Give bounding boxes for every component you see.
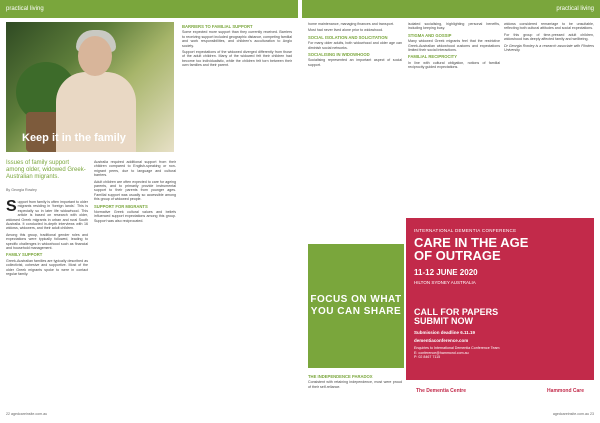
col2-paragraph-2: Adult children are often expected to care for ageing parents, and to primarily provide instrumental support to their parents from younger ages. Familial support was usually so accessible among this group of widowed people. <box>94 179 176 202</box>
ad-website-link[interactable]: dementiaconference.com <box>414 338 469 343</box>
hero-photo <box>6 22 174 152</box>
col2-paragraph-1: Australia required additional support from their children compared to English-speaking or non-migrant peers, due to language and cultural barriers. <box>94 160 176 178</box>
footer-right: agedcareinsite.com.au 23 <box>552 412 594 416</box>
col5-paragraph-2: Many widowed Greek migrants feel that the restrictive Greek-Australian widowhood customs and expectations limited their social interactions. <box>408 39 500 53</box>
page-gutter <box>298 0 302 423</box>
col4-paragraph-6: Consistent with retaining independence, most were proud of their self-reliance. <box>308 380 402 389</box>
hammond-care-logo: Hammond Care <box>547 388 584 394</box>
section-header-right <box>302 0 600 18</box>
column-2 <box>94 160 176 223</box>
ad-contact-line-1: Enquiries to International Dementia Conference Team <box>414 346 500 350</box>
col5-paragraph-1: isolated socialising, highlighting personal benefits, including keeping busy. <box>408 22 500 31</box>
col3-paragraph-2: Support expectations of the widowed diverged differently from those of the adult children. Many of the widowed felt their children had become too individualistic, while the children felt torn between their own families and their parent. <box>182 50 292 68</box>
heading-socialising: SOCIALISING IN WIDOWHOOD <box>308 52 370 58</box>
ad-call-for-papers[interactable] <box>414 308 498 326</box>
ad-contact <box>414 346 499 360</box>
col4-paragraph-3: For many older adults, both widowhood and older age can diminish social networks. <box>308 41 402 50</box>
photo-face <box>78 36 112 76</box>
ad-dates: 11-12 JUNE 2020 <box>414 268 478 277</box>
ad-venue: HILTON SYDNEY AUSTRALIA <box>414 280 476 285</box>
article-title: Keep it in the family <box>22 132 126 144</box>
col2-paragraph-3: Normative Greek cultural values and beliefs influenced support expectations among this group. Support was also reciprocated. <box>94 210 176 223</box>
col1-paragraph-2: Among this group, traditional gender roles and expectations were typically followed, leading to specific challenges in widowhood such as financial and household management. <box>6 232 88 251</box>
section-label-left: practical living <box>6 6 44 12</box>
ad-contact-email[interactable]: E: conference@hammond.com.au <box>414 350 469 355</box>
col6-paragraph-1: widows considered remarriage to be unsuitable, reflecting both cultural attitudes and social expectations. <box>504 22 594 31</box>
ad-cfp-line-1: CALL FOR PAPERS <box>414 307 499 317</box>
ad-logos <box>406 380 594 408</box>
intro-paragraph: upport from family is often important to older migrants residing in 'foreign lands'. This is especially so in later life widowhood. This article is based on research with older, widowed Greek migrants in urban and rural South Australia. It conducted in-depth interviews with 16 widows, widowers, and their adult children. <box>6 200 88 231</box>
column-1 <box>6 200 88 277</box>
ad-headline-line-1: CARE IN THE AGE <box>414 235 529 250</box>
standfirst: Issues of family support among older, widowed Greek-Australian migrants. <box>6 160 86 180</box>
col4-paragraph-2: Most had never lived alone prior to widowhood. <box>308 28 384 33</box>
ad-headline <box>414 236 528 262</box>
ad-deadline: Submission deadline 6.11.19 <box>414 330 476 335</box>
byline: By Georgia Rowley <box>6 188 37 192</box>
pull-quote-box <box>308 244 404 368</box>
column-4-lower <box>308 372 402 389</box>
heading-social-isolation: SOCIAL ISOLATION AND SOLICITATION <box>308 34 388 40</box>
ad-headline-line-2: OF OUTRAGE <box>414 248 501 263</box>
heading-stigma: STIGMA AND GOSSIP <box>408 32 452 38</box>
column-5 <box>408 22 500 70</box>
col3-paragraph-1: Some expected more support than they currently received. Barriers to receiving support included geographic distance, competing familial and work responsibilities, and children's acculturation to Anglo society. <box>182 30 292 48</box>
ad-label: INTERNATIONAL DEMENTIA CONFERENCE <box>414 228 517 233</box>
section-header-left <box>0 0 298 18</box>
heading-family-support: FAMILY SUPPORT <box>6 252 43 258</box>
ad-cfp-line-2: SUBMIT NOW <box>414 316 473 326</box>
heading-familial-reciprocity: FAMILIAL RECIPROCITY <box>408 54 458 60</box>
section-label-right: practical living <box>556 6 594 12</box>
heading-independence: THE INDEPENDENCE PARADOX <box>308 374 373 379</box>
pull-quote: FOCUS ON WHAT YOU CAN SHARE <box>310 294 402 317</box>
author-bio: Dr Georgia Rowley is a research associate with Flinders University. <box>504 43 594 53</box>
footer-left: 22 agedcareinsite.com.au <box>6 412 48 416</box>
heading-barriers: BARRIERS TO FAMILIAL SUPPORT <box>182 24 253 29</box>
conference-ad[interactable] <box>406 218 594 408</box>
column-6 <box>504 22 594 52</box>
col4-paragraph-4: Socialising represented an important aspect of social support. <box>308 58 402 67</box>
ad-contact-phone: P: 02 8467 7115 <box>414 355 441 360</box>
dementia-centre-logo: The Dementia Centre <box>416 388 467 394</box>
column-3 <box>182 22 292 68</box>
col6-paragraph-2: For this group of time-pressed adult children, widowhood has deeply affected family and wellbeing. <box>504 32 594 42</box>
col4-paragraph-5: In line with cultural obligation, notions of familial reciprocity guided expectations. <box>408 60 500 70</box>
column-4 <box>308 22 402 67</box>
drop-cap: S <box>6 198 17 215</box>
heading-support-migrants: SUPPORT FOR MIGRANTS <box>94 203 148 209</box>
col4-paragraph-1: home maintenance, managing finances and transport. <box>308 22 394 26</box>
col1-paragraph-3: Greek-Australian families are typically described as collectivist, cohesive and supportive. Most of the older Greek migrants spoke to were in contact regular family. <box>6 258 88 277</box>
